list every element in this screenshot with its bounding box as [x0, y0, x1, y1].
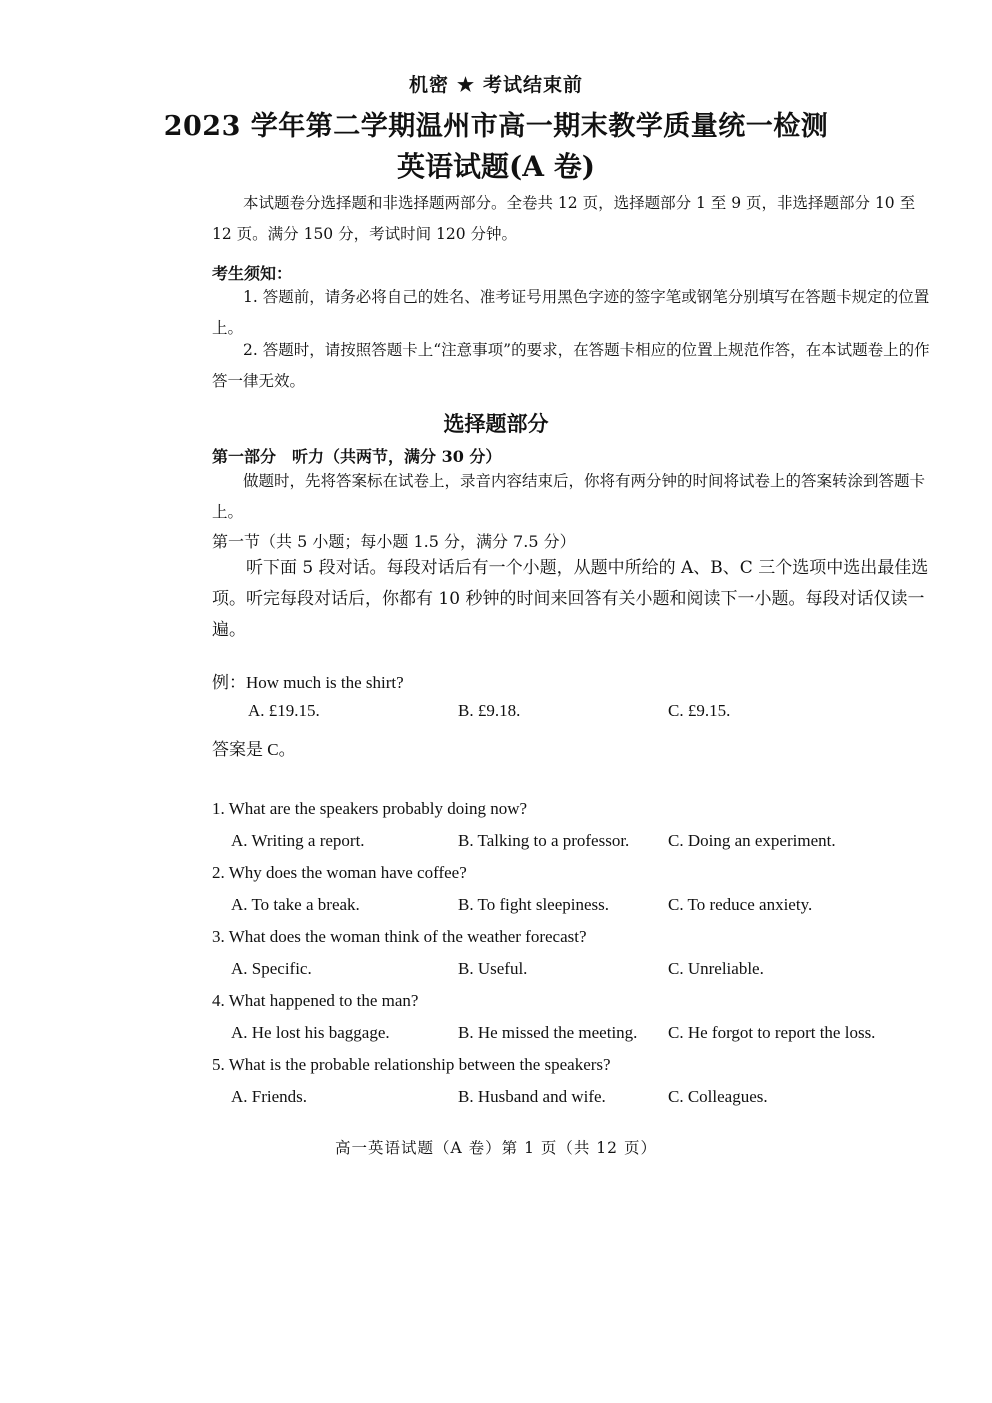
example-option-a: A. £19.15.	[248, 701, 320, 720]
question-2-option-b: B. To fight sleepiness.	[458, 895, 610, 914]
exam-subtitle: 英语试题(A 卷)	[397, 150, 595, 183]
question-1: 1. What are the speakers probably doing now?	[212, 799, 528, 818]
notice-heading: 考生须知：	[212, 264, 293, 283]
question-3: 3. What does the woman think of the weather forecast?	[212, 927, 587, 946]
part1-instruction: 做题时，先将答案标在试卷上，录音内容结束后，你将有两分钟的时间将试卷上的答案转涂到答题卡上。	[212, 472, 926, 521]
secret-label: 机密	[408, 74, 449, 96]
notice-item-2: 2. 答题时，请按照答题卡上“注意事项”的要求，在答题卡相应的位置上规范作答，在本试题卷上的作答一律无效。	[212, 341, 930, 390]
question-3-option-b: B. Useful.	[458, 959, 528, 978]
example-option-c: C. £9.15.	[668, 701, 731, 720]
question-1-option-c: C. Doing an experiment.	[668, 831, 836, 850]
example-question: 例：How much is the shirt?	[212, 673, 404, 692]
section1-directions: 听下面 5 段对话。每段对话后有一个小题，从题中所给的 A、B、C 三个选项中选出最佳选项。听完每段对话后，你都有 10 秒钟的时间来回答有关小题和阅读下一小题。每段对话仅读一遍。	[212, 558, 929, 640]
question-4-option-a: A. He lost his baggage.	[231, 1023, 390, 1042]
question-2-option-a: A. To take a break.	[231, 895, 360, 914]
section1-heading: 第一节（共 5 小题；每小题 1.5 分，满分 7.5 分）	[212, 532, 576, 551]
example-answer: 答案是 C。	[212, 740, 296, 759]
question-1-option-a: A. Writing a report.	[231, 831, 365, 850]
question-2-option-c: C. To reduce anxiety.	[668, 895, 813, 914]
secret-tail: 考试结束前	[483, 74, 584, 96]
star-icon: ★	[456, 74, 476, 96]
question-5-option-b: B. Husband and wife.	[458, 1087, 606, 1106]
question-4-option-b: B. He missed the meeting.	[458, 1023, 638, 1042]
exam-title: 2023 学年第二学期温州市高一期末教学质量统一检测	[163, 111, 829, 142]
part1-title: 第一部分 听力（共两节，满分 30 分）	[212, 447, 502, 466]
intro-paragraph: 本试题卷分选择题和非选择题两部分。全卷共 12 页，选择题部分 1 至 9 页，非选择题部分 10 至 12 页。满分 150 分，考试时间 120 分钟。	[212, 194, 916, 243]
question-5-option-a: A. Friends.	[231, 1087, 308, 1106]
example-option-b: B. £9.18.	[458, 701, 521, 720]
page-footer: 高一英语试题（A 卷）第 1 页（共 12 页）	[335, 1139, 657, 1157]
question-4: 4. What happened to the man?	[212, 991, 419, 1010]
confidential-header	[0, 70, 992, 97]
question-2: 2. Why does the woman have coffee?	[212, 863, 467, 882]
question-1-option-b: B. Talking to a professor.	[458, 831, 630, 850]
question-5-option-c: C. Colleagues.	[668, 1087, 768, 1106]
question-4-option-c: C. He forgot to report the loss.	[668, 1023, 876, 1042]
question-3-option-a: A. Specific.	[231, 959, 312, 978]
question-3-option-c: C. Unreliable.	[668, 959, 764, 978]
section-title: 选择题部分	[443, 411, 549, 436]
question-5: 5. What is the probable relationship between the speakers?	[212, 1055, 611, 1074]
notice-item-1: 1. 答题前，请务必将自己的姓名、准考证号用黑色字迹的签字笔或钢笔分别填写在答题卡规定的位置上。	[212, 288, 930, 337]
